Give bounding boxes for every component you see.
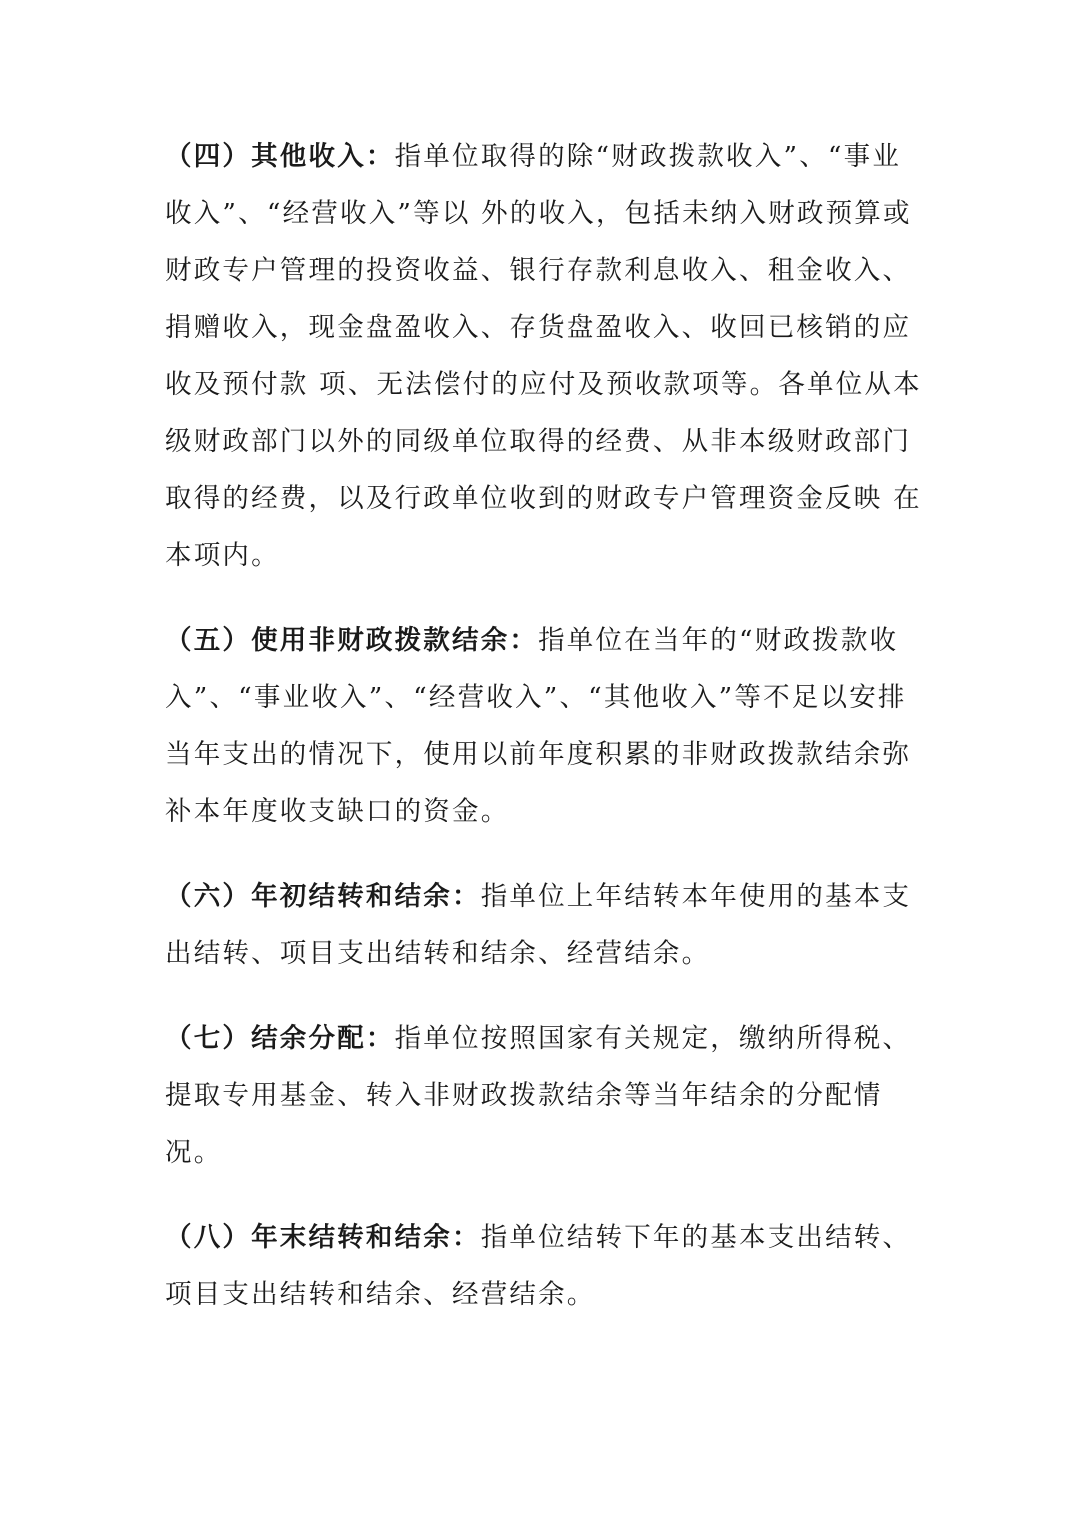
paragraph-text: 指单位上年结转本年使用的基本支出结转、项目支出结转和结余、经营结余。: [165, 881, 912, 969]
paragraph-other-income: [165, 128, 925, 584]
paragraph-surplus-distribution: [165, 1010, 925, 1181]
paragraph-text: 指单位按照国家有关规定，缴纳所得税、提取专用基金、转入非财政拨款结余等当年结余的分配情况。: [165, 1023, 912, 1168]
paragraph-opening-carryover: [165, 868, 925, 982]
document-body: [165, 128, 925, 1323]
term-label: （六）年初结转和结余：: [165, 881, 481, 912]
paragraph-text: 指单位结转下年的基本支出结转、项目支出结转和结余、经营结余。: [165, 1222, 912, 1310]
term-label: （五）使用非财政拨款结余：: [165, 625, 539, 656]
paragraph-text: 指单位取得的除“财政拨款收入”、“事业收入”、“经营收入”等以 外的收入，包括未纳入财政预算或财政专户管理的投资收益、银行存款利息收入、租金收入、捐赠收入，现金盘盈收入、存货盘盈收入、收回已核销的应收及预付款 项、无法偿付的应付及预收款项等。各单位从本级财政部门以外的同级单位取得的经费、从非本级财政部门取得的经费，以及行政单位收到的财政专户管理资金反映 在本项内。: [165, 141, 922, 571]
paragraph-closing-carryover: [165, 1209, 925, 1323]
paragraph-non-fiscal-balance: [165, 612, 925, 840]
paragraph-text: 指单位在当年的“财政拨款收入”、“事业收入”、“经营收入”、“其他收入”等不足以安排当年支出的情况下，使用以前年度积累的非财政拨款结余弥补本年度收支缺口的资金。: [165, 625, 912, 827]
term-label: （七）结余分配：: [165, 1023, 395, 1054]
term-label: （四）其他收入：: [165, 141, 395, 172]
term-label: （八）年末结转和结余：: [165, 1222, 481, 1253]
